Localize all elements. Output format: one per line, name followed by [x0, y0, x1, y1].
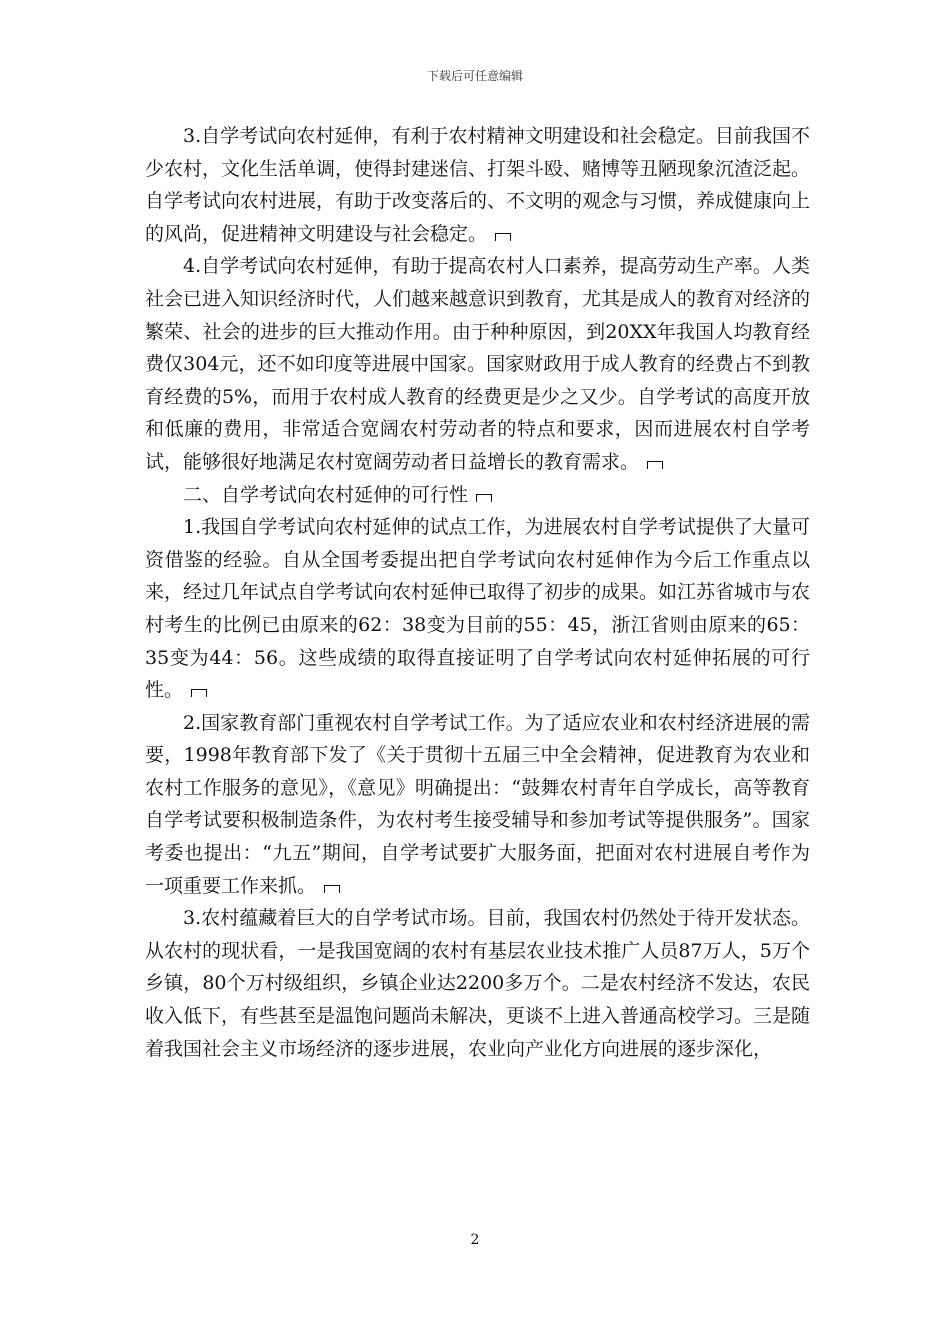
paragraph — [145, 707, 810, 903]
paragraph — [145, 120, 810, 250]
document-body — [145, 120, 810, 1065]
paragraph-text: 1.我国自学考试向农村延伸的试点工作，为进展农村自学考试提供了大量可资借鉴的经验。自从全国考委提出把自学考试向农村延伸作为今后工作重点以来，经过几年试点自学考试向农村延伸已取得了初步的成果。如江苏省城市与农村考生的比例已由原来的62：38变为目前的55：45，浙江省则由原来的65：35变为44：56。这些成绩的取得直接证明了自学考试向农村延伸拓展的可行性。 — [145, 516, 811, 702]
paragraph-text: 3.农村蕴藏着巨大的自学考试市场。目前，我国农村仍然处于待开发状态。从农村的现状看，一是我国宽阔的农村有基层农业技术推广人员87万人，5万个乡镇，80个万村级组织，乡镇企业达2200多万个。二是农村经济不发达，农民收入低下，有些甚至是温饱问题尚未解决，更谈不上进入普通高校学习。三是随着我国社会主义市场经济的逐步进展，农业向产业化方向进展的逐步深化， — [145, 907, 811, 1060]
paragraph-mark-icon — [191, 689, 207, 697]
page-number: 2 — [470, 1232, 480, 1248]
paragraph-mark-icon — [324, 885, 340, 893]
paragraph-mark-icon — [476, 494, 492, 502]
paragraph — [145, 511, 810, 707]
paragraph-text: 4.自学考试向农村延伸，有助于提高农村人口素养，提高劳动生产率。人类社会已进入知识经济时代，人们越来越意识到教育，尤其是成人的教育对经济的繁荣、社会的进步的巨大推动作用。由于种种原因，到20XX年我国人均教育经费仅304元，还不如印度等进展中国家。国家财政用于成人教育的经费占不到教育经费的5%，而用于农村成人教育的经费更是少之又少。自学考试的高度开放和低廉的费用，非常适合宽阔农村劳动者的特点和要求，因而进展农村自学考试，能够很好地满足农村宽阔劳动者日益增长的教育需求。 — [145, 255, 811, 473]
paragraph-mark-icon — [647, 461, 663, 469]
paragraph-text: 3.自学考试向农村延伸，有利于农村精神文明建设和社会稳定。目前我国不少农村，文化生活单调，使得封建迷信、打架斗殴、赌博等丑陋现象沉渣泛起。自学考试向农村进展，有助于改变落后的、不文明的观念与习惯，养成健康向上的风尚，促进精神文明建设与社会稳定。 — [145, 125, 811, 245]
section-heading — [145, 479, 810, 512]
paragraph — [145, 250, 810, 478]
paragraph — [145, 902, 810, 1065]
paragraph-mark-icon — [495, 233, 511, 241]
page-header: 下载后可任意编辑 — [426, 69, 523, 83]
paragraph-text: 2.国家教育部门重视农村自学考试工作。为了适应农业和农村经济进展的需要，1998年教育部下发了《关于贯彻十五届三中全会精神，促进教育为农业和农村工作服务的意见》，《意见》明确提出：“鼓舞农村青年自学成长，高等教育自学考试要积极制造条件，为农村考生接受辅导和参加考试等提供服务”。国家考委也提出：“九五”期间，自学考试要扩大服务面，把面对农村进展自考作为一项重要工作来抓。 — [145, 711, 810, 897]
section-heading-text: 二、自学考试向农村延伸的可行性 — [183, 483, 469, 506]
